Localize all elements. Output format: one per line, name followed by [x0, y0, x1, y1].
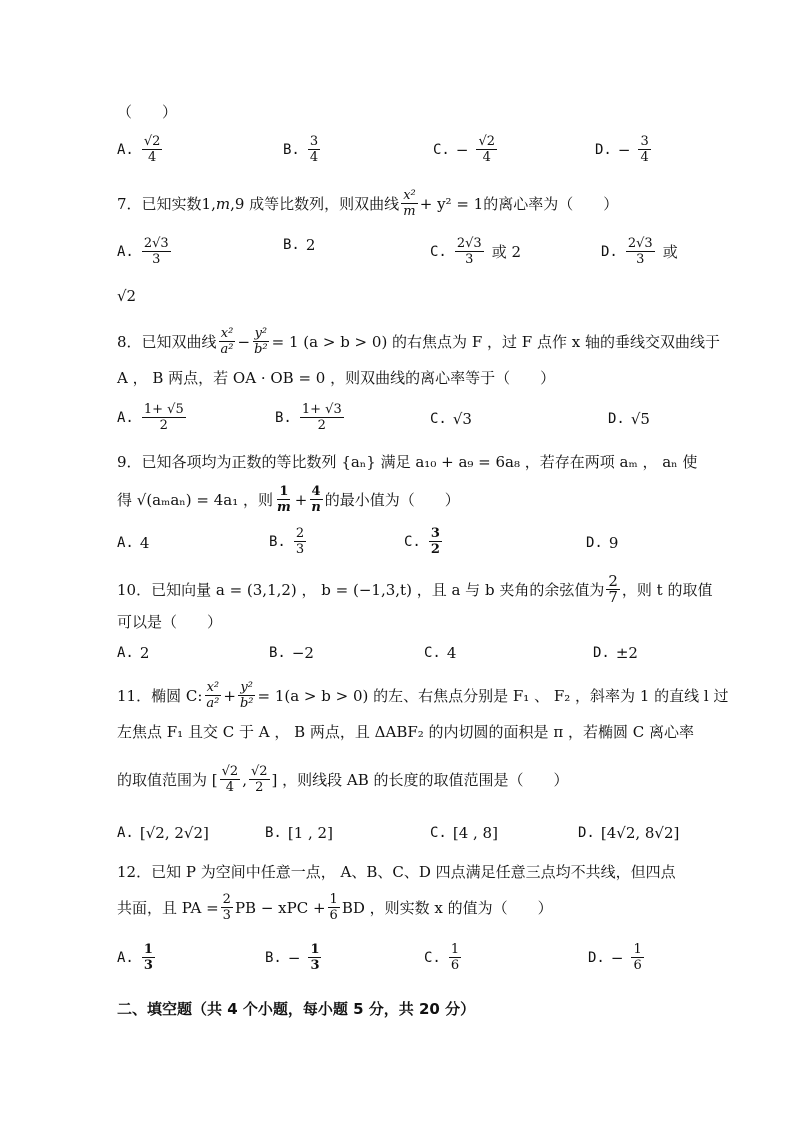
q8-option-c[interactable]: C. √3 [430, 410, 472, 428]
q11-option-d[interactable]: D. [4√2, 8√2] [578, 824, 680, 842]
q8-option-a[interactable]: A. $\frac{1+ √5}{2}$ [117, 402, 184, 433]
q10-option-b[interactable]: B. −2 [269, 644, 314, 662]
q7-option-d[interactable]: D. $\frac{2√3}{3}$ 或 [601, 236, 678, 267]
q12-stem-line2: 共面，且 PA = $\frac{2}{3}$ PB − xPC + $\frac{1}{6}$ BD ，则实数 x 的值为（ ） [117, 892, 553, 923]
q6-option-c[interactable]: C. − $\frac{√2}{4}$ [433, 134, 495, 165]
q11-options [0, 824, 794, 864]
q10-option-a[interactable]: A. 2 [117, 644, 150, 662]
q10-stem-line1: 10．已知向量 a = (3,1,2) ， b = (−1,3,t) ，且 a 与 b 夹角的余弦值为 $\frac{2}{7}$ ，则 t 的取值 [117, 572, 713, 606]
q10-stem-line2: 可以是（ ） [117, 613, 223, 631]
q12-stem-line1: 12．已知 P 为空间中任意一点， A、B、C、D 四点满足任意三点均不共线，但四点 [117, 863, 676, 881]
q11-option-c[interactable]: C. [4 , 8] [430, 824, 498, 842]
q11-stem-line2: 左焦点 F₁ 且交 C 于 A ， B 两点，且 ΔABF₂ 的内切圆的面积是 π ，若椭圆 C 离心率 [117, 723, 694, 741]
q11-stem-line1: 11．椭圆 C: $\frac{\text{x²}}{\text{a²}}$ + $\frac{\text{y²}}{\text{b²}}$ = 1(a > b > 0) 的左、右焦点分别是 F₁ 、 F₂ ，斜率为 1 的直线 l 过 [117, 680, 729, 711]
q12-option-a[interactable]: A. $\frac{1}{3}$ [117, 942, 153, 973]
q9-option-c[interactable]: C. $\frac{3}{2}$ [404, 526, 440, 557]
q9-options [0, 526, 794, 566]
q7-option-c[interactable]: C. $\frac{2√3}{3}$ 或 2 [430, 236, 521, 267]
q7-stem: 7．已知实数1, m ,9 成等比数列，则双曲线 $\frac{\text{x²}}{m}$ + y² = 1的离心率为（ ） [117, 188, 619, 219]
q7-option-a[interactable]: A. $\frac{2√3}{3}$ [117, 236, 169, 267]
q8-option-d[interactable]: D. √5 [608, 410, 650, 428]
q8-options [0, 402, 794, 442]
q11-stem-line3: 的取值范围为 [ $\frac{√2}{4}$ , $\frac{√2}{2}$ ] ，则线段 AB 的长度的取值范围是（ ） [117, 764, 569, 795]
answer-bracket: （ ） [117, 103, 178, 121]
q9-stem-line1: 9．已知各项均为正数的等比数列 {aₙ} 满足 a₁₀ + a₉ = 6a₈ ，若存在两项 aₘ ， aₙ 使 [117, 453, 698, 471]
q9-stem-line2: 得 √(aₘaₙ) = 4a₁ ，则 $\frac{1}{m}$ + $\frac{4}{n}$ 的最小值为（ ） [117, 484, 460, 515]
q12-option-c[interactable]: C. $\frac{1}{6}$ [424, 942, 460, 973]
q9-option-d[interactable]: D. 9 [586, 534, 619, 552]
q12-options [0, 942, 794, 982]
q7-options [0, 236, 794, 276]
q9-option-a[interactable]: A. 4 [117, 534, 150, 552]
q6-option-d[interactable]: D. − $\frac{3}{4}$ [595, 134, 649, 165]
q6-option-b[interactable]: B. $\frac{3}{4}$ [283, 134, 319, 165]
q11-option-a[interactable]: A. [√2, 2√2] [117, 824, 209, 842]
q12-option-b[interactable]: B. − $\frac{1}{3}$ [265, 942, 320, 973]
q8-option-b[interactable]: B. $\frac{1+ √3}{2}$ [275, 402, 342, 433]
q10-option-c[interactable]: C. 4 [424, 644, 457, 662]
q10-options [0, 644, 794, 684]
q12-option-d[interactable]: D. − $\frac{1}{6}$ [588, 942, 642, 973]
q6-option-a[interactable]: A. $\frac{√2}{4}$ [117, 134, 161, 165]
q8-stem-line2: A ， B 两点，若 OA · OB = 0 ，则双曲线的离心率等于（ ） [117, 369, 556, 387]
q7-option-b[interactable]: B. 2 [283, 236, 316, 254]
q7-option-d-wrap: √2 [117, 287, 137, 305]
section-heading-fill-in: 二、填空题（共 4 个小题，每小题 5 分，共 20 分） [117, 1000, 476, 1018]
q11-option-b[interactable]: B. [1 , 2] [265, 824, 333, 842]
q9-option-b[interactable]: B. $\frac{2}{3}$ [269, 526, 305, 557]
q10-option-d[interactable]: D. ±2 [593, 644, 638, 662]
q6-options [0, 134, 794, 174]
q8-stem-line1: 8．已知双曲线 $\frac{\text{x²}}{\text{a²}}$ − $\frac{\text{y²}}{\text{b²}}$ = 1 (a > b > 0) 的右焦点为 F ，过 F 点作 x 轴的垂线交双曲线于 [117, 326, 720, 357]
